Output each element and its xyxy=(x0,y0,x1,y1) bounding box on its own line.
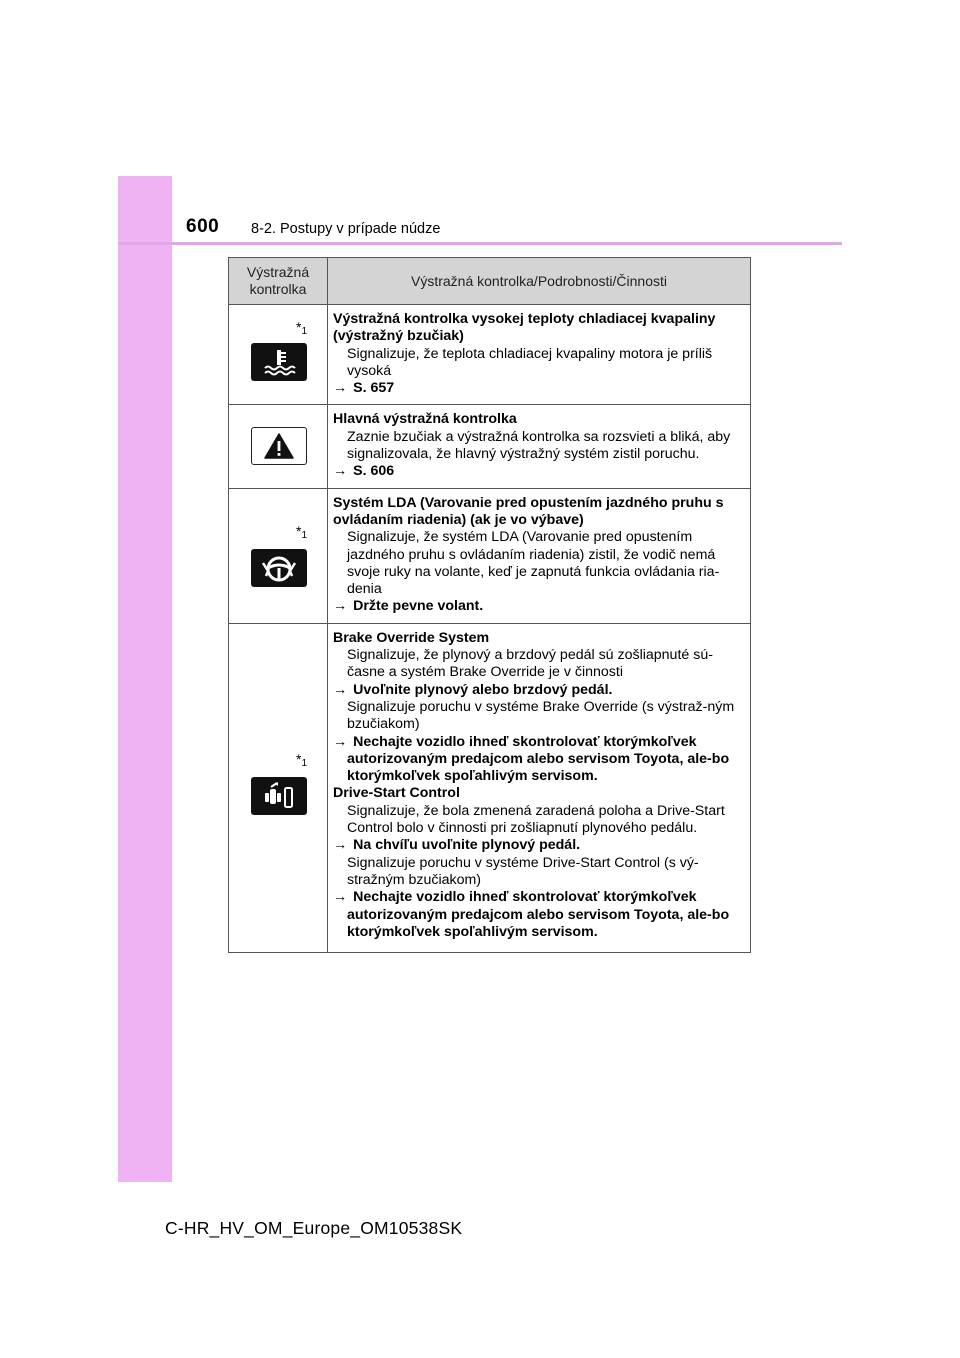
row-action: → Na chvíľu uvoľnite plynový pedál. xyxy=(333,837,581,854)
document-footer-code: C-HR_HV_OM_Europe_OM10538SK xyxy=(165,1218,463,1238)
master-warning-icon xyxy=(251,427,307,465)
header-rule xyxy=(118,242,842,245)
row-detail: Signalizuje, že bola zmenená zaradená poloha a Drive-Start Control bolo v činnosti pri zošliapnutí plynového pedálu. xyxy=(347,802,725,837)
row-action-reference[interactable]: → S. 657 xyxy=(333,380,395,397)
drive-start-title: Drive-Start Control xyxy=(333,785,460,802)
footnote-mark: $*_1$ xyxy=(295,522,307,541)
steering-wheel-hands-icon xyxy=(251,549,307,587)
icon-cell xyxy=(229,405,328,488)
row-action: → Nechajte vozidlo ihneď skontrolovať ktorýmkoľvek autorizovaným predajcom alebo servisom Toyota, ale-bo ktorýmkoľvek spoľahlivým servisom. xyxy=(333,889,730,940)
row-description xyxy=(328,488,751,623)
page-number: 600 xyxy=(186,216,220,237)
brake-override-icon xyxy=(251,777,307,815)
row-detail: Signalizuje poruchu v systéme Brake Override (s výstraž-ným bzučiakom) xyxy=(347,698,735,733)
row-detail: Signalizuje, že systém LDA (Varovanie pred opustením jazdného pruhu s ovládaním riadenia) zistil, že vodič nemá svoje ruky na volante, keď je zapnutá funkcia ovládania ria-denia xyxy=(347,529,720,598)
row-detail: Zaznie bzučiak a výstražná kontrolka sa rozsvieti a bliká, aby signalizovala, že hlavný výstražný systém zistil poruchu. xyxy=(347,428,731,463)
row-detail: Signalizuje, že plynový a brzdový pedál sú zošliapnuté sú-časne a systém Brake Override je v činnosti xyxy=(347,647,713,681)
icon-cell xyxy=(229,488,328,623)
footnote-mark: $*_1$ xyxy=(295,319,307,337)
table-row xyxy=(229,405,751,488)
row-action: → Nechajte vozidlo ihneď skontrolovať ktorýmkoľvek autorizovaným predajcom alebo servisom Toyota, ale-bo ktorýmkoľvek spoľahlivým servisom. xyxy=(333,733,730,785)
table-header-row xyxy=(229,258,751,305)
header-indicator: Výstražná kontrolka xyxy=(229,258,328,305)
row-title: Výstražná kontrolka vysokej teploty chladiacej kvapaliny (výstražný bzučiak) xyxy=(333,311,716,345)
row-detail: Signalizuje poruchu v systéme Drive-Start Control (s vý-stražným bzučiakom) xyxy=(347,854,699,888)
warning-lights-table xyxy=(228,257,751,953)
brake-override-title: Brake Override System xyxy=(333,629,490,646)
row-action: → Držte pevne volant. xyxy=(333,598,484,615)
table-row xyxy=(229,488,751,623)
table-row xyxy=(229,305,751,405)
row-description xyxy=(328,405,751,488)
side-thumb-tab xyxy=(118,176,172,1182)
chapter-title: 8-2. Postupy v prípade núdze xyxy=(251,221,441,237)
row-description xyxy=(328,305,751,405)
icon-cell xyxy=(229,623,328,952)
row-action: → Uvoľnite plynový alebo brzdový pedál. xyxy=(333,681,613,698)
row-description xyxy=(328,623,751,952)
row-action-reference[interactable]: → S. 606 xyxy=(333,463,395,480)
row-detail: Signalizuje, že teplota chladiacej kvapaliny motora je príliš vysoká xyxy=(347,345,713,379)
footnote-mark: $*_1$ xyxy=(295,750,307,769)
row-title: Hlavná výstražná kontrolka xyxy=(333,411,517,428)
header-details: Výstražná kontrolka/Podrobnosti/Činnosti xyxy=(328,258,751,305)
coolant-temperature-icon xyxy=(251,343,307,381)
table-row xyxy=(229,623,751,952)
icon-cell xyxy=(229,305,328,405)
row-title: Systém LDA (Varovanie pred opustením jazdného pruhu s ovládaním riadenia) (ak je vo výbave) xyxy=(333,494,724,528)
